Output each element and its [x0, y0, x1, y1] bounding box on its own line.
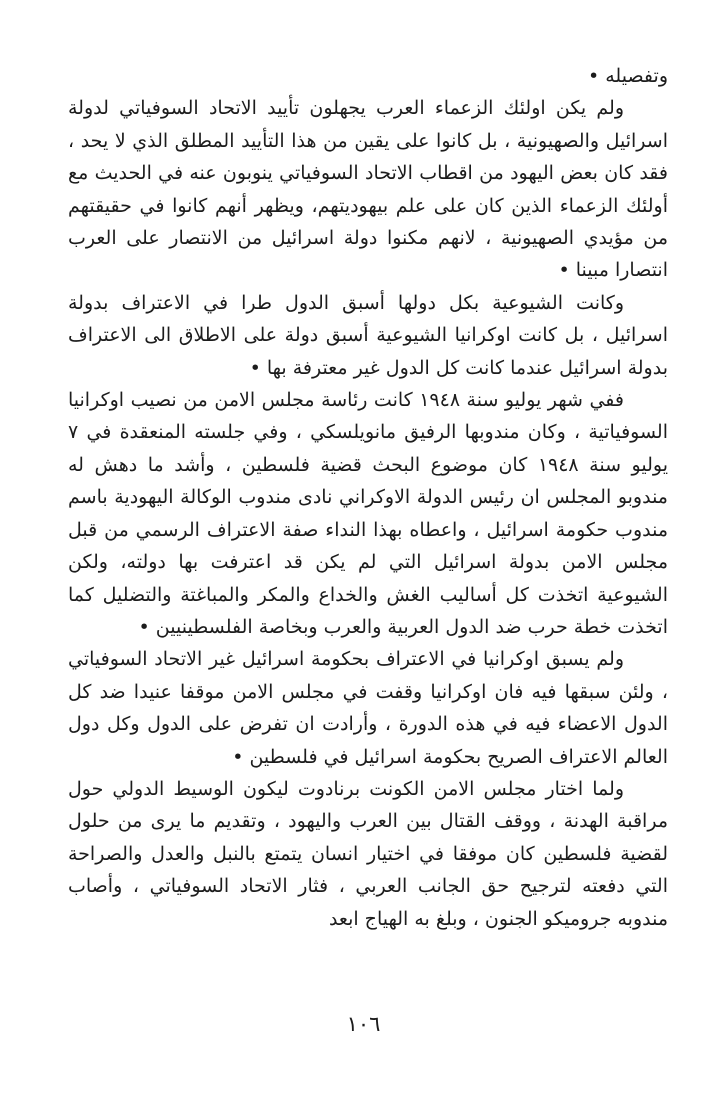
paragraph-bernadotte-mediator: ولما اختار مجلس الامن الكونت برنادوت ليكون الوسيط الدولي حول مراقبة الهدنة ، ووقف القتال بين العرب واليهود ، وتقديم ما يرى من حلول لقضية فلسطين كان موفقا في اختيار انسان يتمتع بالنبل والعدل والصراحة التي دفعته لترجيح حق الجانب العربي ، فثار الاتحاد السوفياتي ، وأصاب مندوبه جروميكو الجنون ، وبلغ به الهياج ابعد [68, 777, 668, 930]
page-number: ١٠٦ [346, 1012, 381, 1036]
paragraph-security-council-july-1948: ففي شهر يوليو سنة ١٩٤٨ كانت رئاسة مجلس الامن من نصيب اوكرانيا السوفياتية ، وكان مندوبها الرفيق مانويلسكي ، وفي جلسته المنعقدة في ٧ يوليو سنة ١٩٤٨ كان موضوع البحث قضية فلسطين ، وأشد ما دهش له مندوبو المجلس ان رئيس الدولة الاوكراني نادى مندوب الوكالة اليهودية باسم مندوب حكومة اسرائيل ، واعطاه بهذا النداء صفة الاعتراف الرسمي من قبل مجلس الامن بدولة اسرائيل التي لم يكن قد اعترفت بها دولته، ولكن الشيوعية اتخذت كل أساليب الغش والخداع والمكر والمباغتة والتضليل كما اتخذت خطة حرب ضد الدول العربية والعرب وبخاصة الفلسطينيين • [68, 389, 668, 638]
paragraph-soviet-support: ولم يكن اولئك الزعماء العرب يجهلون تأييد الاتحاد السوفياتي لدولة اسرائيل والصهيونية ، بل كانوا على يقين من هذا التأييد المطلق الذي لا يحد ، فقد كان بعض اليهود من اقطاب الاتحاد السوفياتي ينوبون عنه في الحديث مع أولئك الزعماء الذين كان على علم بيهوديتهم، ويظهر أنهم كانوا في حقيقتهم من مؤيدي الصهيونية ، لانهم مكنوا دولة اسرائيل من الانتصار على العرب انتصارا مبينا • [68, 97, 668, 282]
paragraph-continuation: وتفصيله • [587, 65, 668, 87]
paragraph-communist-recognition: وكانت الشيوعية بكل دولها أسبق الدول طرا في الاعتراف بدولة اسرائيل ، بل كانت اوكرانيا الشيوعية أسبق دولة على الاطلاق الى الاعتراف بدولة اسرائيل عندما كانت كل الدول غير معترفة بها • [68, 291, 668, 379]
body-text [68, 60, 668, 935]
paragraph-ukraine-stance: ولم يسبق اوكرانيا في الاعتراف بحكومة اسرائيل غير الاتحاد السوفياتي ، ولئن سبقها فيه فان اوكرانيا وقفت في مجلس الامن موقفا عنيدا ضد كل الدول الاعضاء فيه في هذه الدورة ، وأرادت ان تفرض على الدول وكل دول العالم الاعتراف الصريح بحكومة اسرائيل في فلسطين • [68, 648, 668, 768]
